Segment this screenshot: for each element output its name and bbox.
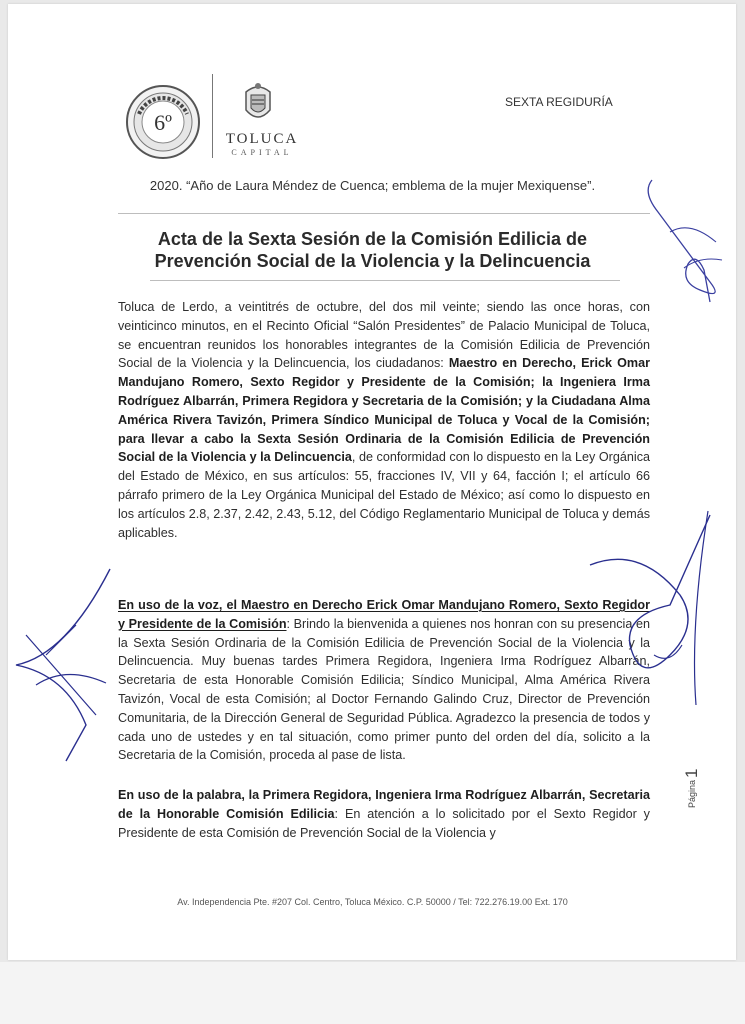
page-number: 1 [682,768,701,778]
page-label-text: Página [687,779,697,808]
title-line-1: Acta de la Sexta Sesión de la Comisión Edilicia de [157,229,588,249]
p1-attendees: Maestro en Derecho, Erick Omar Mandujano Romero, Sexto Regidor y Presidente de la Comisión; la Ingeniera Irma Rodríguez Albarrán, Primera Regidora y Secretaria de la Comisión; y la Ciudadana Alma América Rivera Tavizón, Primera Síndico Municipal de Toluca y Vocal de la Comisión; para llevar a cabo la Sexta Sesión Ordinaria de la Comisión Edilicia de Prevención Social de la Violencia y la Delincuencia [118,356,650,465]
p3-text: : En atención a lo solicitado por el Sexto Regidor y Presidente de esta Comisión de Prevención Social de la Violencia y [118,806,650,840]
year-motto: 2020. “Año de Laura Méndez de Cuenca; emblema de la mujer Mexiquense”. [149,178,596,193]
p2-speaker: En uso de la voz, el Maestro en Derecho Erick Omar Mandujano Romero, Sexto Regidor y Presidente de la Comisión [118,598,650,631]
footer-address: Av. Independencia Pte. #207 Col. Centro, Toluca México. C.P. 50000 / Tel: 722.276.19.00 Ext. 170 [177,897,568,907]
p1-text-b: , de conformidad con lo dispuesto en la Ley Orgánica del Estado de México, en sus artículos: 55, fracciones IV, VII y 64, facción I; el artículo 66 párrafo primero de la Ley Orgánica Municipal del Estado de México; así como lo dispuesto en los artículos 2.8, 2.37, 2.42, 2.43, 5.12, del Código Reglamentario Municipal de Toluca y demás aplicables. [118,450,650,540]
paragraph-secretary-speech [118,786,650,842]
office-name: SEXTA REGIDURÍA [505,95,613,109]
toluca-subtext: CAPITAL [231,148,293,157]
seal-number: 6º [154,110,172,135]
toluca-emblem-logo [236,80,280,126]
scan-background [0,962,745,1024]
paragraph-opening [118,298,650,542]
title-top-rule [118,213,650,214]
p3-speaker: En uso de la palabra, la Primera Regidora, Ingeniera Irma Rodríguez Albarrán, Secretaria de la Honorable Comisión Edilicia [118,788,650,821]
header-divider [212,74,213,158]
regiduria-seal-logo [125,84,201,160]
page-number-label [682,769,702,809]
toluca-wordmark: TOLUCA [225,131,299,147]
paragraph-president-speech [118,596,650,765]
p2-text: : Brindo la bienvenida a quienes nos honran con su presencia en la Sexta Sesión Ordinaria de la Comisión Edilicia de Prevención Social de la Violencia y la Delincuencia. Muy buenas tardes Primera Regidora, Ingeniera Irma Rodríguez Albarrán, Secretaria de esta Honorable Comisión Edilicia; Síndico Municipal, Alma América Rivera Tavizón, Vocal de esta Comisión; al Doctor Fernando Galindo Cruz, Director de Prevención Comunitaria, de la Dirección General de Seguridad Pública. Agradezco la presencia de todos y cada uno de ustedes y en tal situación, como primer punto del orden del día, solicito a la Secretaria de la Comisión, proceda al pase de lista. [118,616,650,763]
document-title [100,228,645,272]
title-line-2: Prevención Social de la Violencia y la Delincuencia [154,251,591,271]
title-bottom-rule [150,280,620,281]
p1-text-a: Toluca de Lerdo, a veintitrés de octubre, del dos mil veinte; siendo las once horas, con veinticinco minutos, en el Recinto Oficial “Salón Presidentes” de Palacio Municipal de Toluca, se encuentran reunidos los honorables integrantes de la Comisión Edilicia de Prevención Social de la Violencia y la Delincuencia, los ciudadanos: [118,300,650,371]
